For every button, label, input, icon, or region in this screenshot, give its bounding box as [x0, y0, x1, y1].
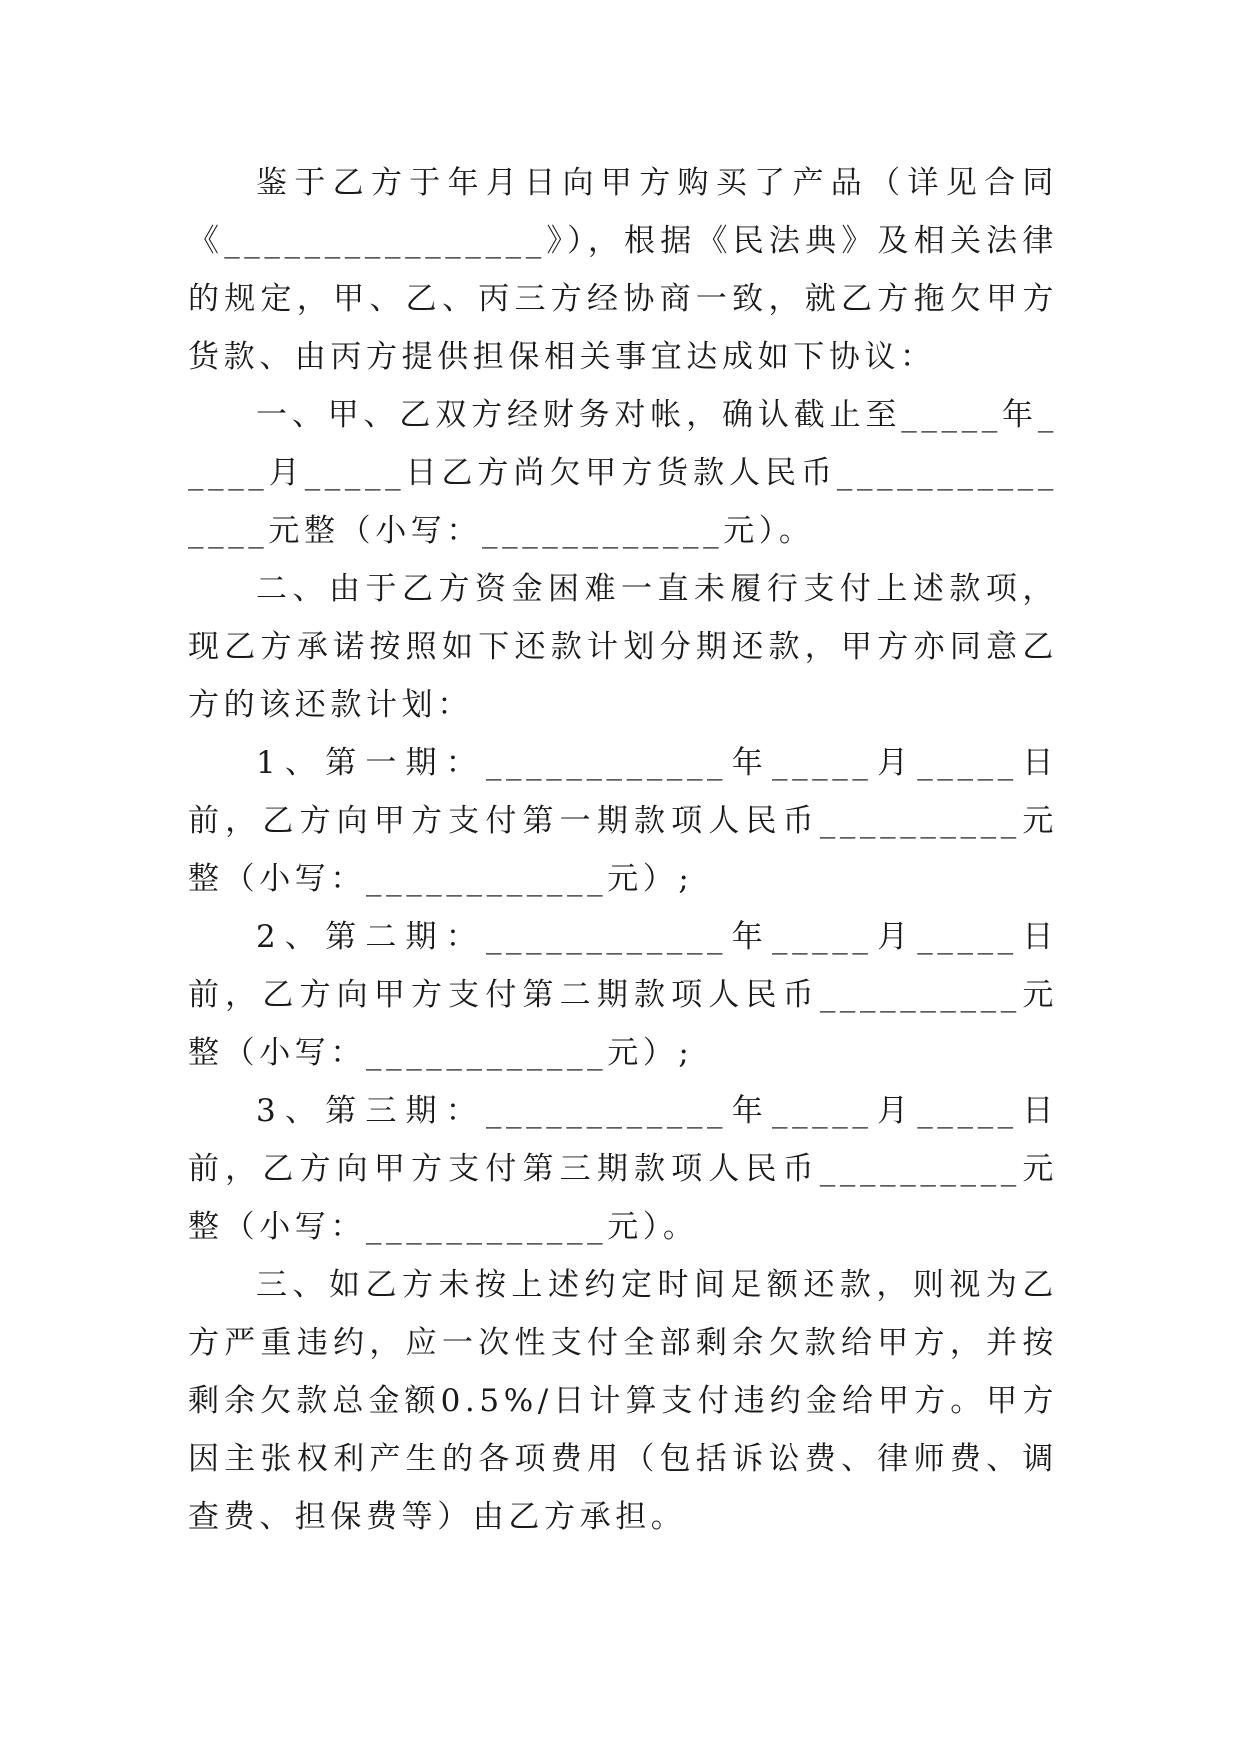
clause-3-paragraph: 三、如乙方未按上述约定时间足额还款，则视为乙方严重违约，应一次性支付全部剩余欠款给甲方，并按剩余欠款总金额0.5%/日计算支付违约金给甲方。甲方因主张权利产生的各项费用（包括诉讼费、律师费、调查费、担保费等）由乙方承担。 — [188, 1267, 1058, 1535]
clause-2-paragraph: 二、由于乙方资金困难一直未履行支付上述款项，现乙方承诺按照如下还款计划分期还款，甲方亦同意乙方的该还款计划： — [188, 571, 1058, 723]
document-body — [188, 154, 1058, 1546]
installment-2-paragraph: 2、第二期：____________年_____月_____日前，乙方向甲方支付第二期款项人民币__________元整（小写：____________元）; — [188, 919, 1058, 1071]
clause-1-paragraph: 一、甲、乙双方经财务对帐，确认截止至_____年_____月_____日乙方尚欠甲方货款人民币_______________元整（小写：____________元）。 — [188, 397, 1058, 549]
intro-paragraph: 鉴于乙方于年月日向甲方购买了产品（详见合同《________________》），根据《民法典》及相关法律的规定，甲、乙、丙三方经协商一致，就乙方拖欠甲方货款、由丙方提供担保相关事宜达成如下协议： — [188, 165, 1058, 375]
installment-1-paragraph: 1、第一期：____________年_____月_____日前，乙方向甲方支付第一期款项人民币__________元整（小写：____________元）; — [188, 745, 1058, 897]
installment-3-paragraph: 3、第三期：____________年_____月_____日前，乙方向甲方支付第三期款项人民币__________元整（小写：____________元）。 — [188, 1093, 1058, 1245]
